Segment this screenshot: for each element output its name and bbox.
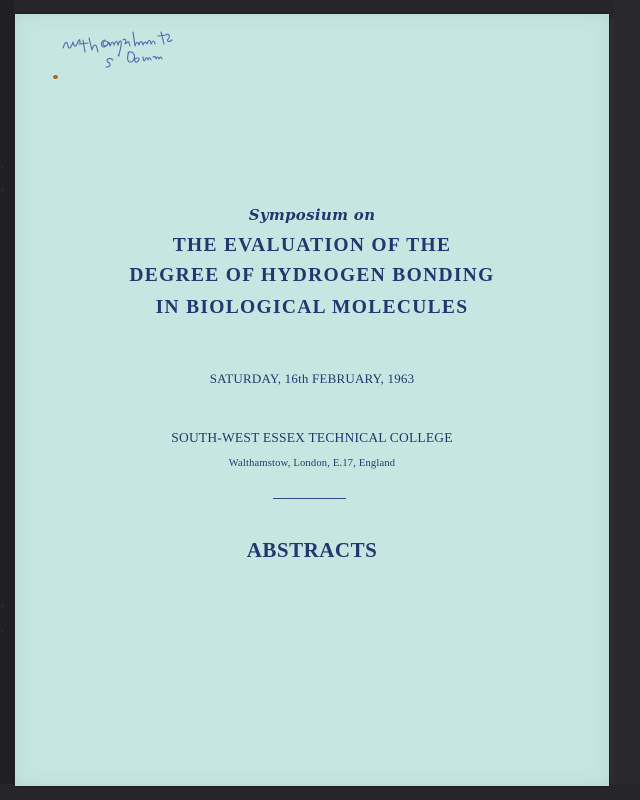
event-date: SATURDAY, 16th FEBRUARY, 1963 [209, 371, 415, 386]
college-name: SOUTH-WEST ESSEX TECHNICAL COLLEGE [171, 430, 453, 445]
handwritten-inscription [43, 18, 193, 68]
punch-hole [1, 188, 4, 191]
punch-hole [1, 604, 4, 607]
document-page [15, 14, 609, 786]
punch-hole [1, 630, 4, 633]
college-address: Walthamstow, London, E.17, England [228, 458, 396, 469]
title-line-1: THE EVALUATION OF THE [172, 235, 452, 256]
scan-background-left [0, 0, 14, 800]
divider-rule [273, 498, 346, 499]
scan-background-right [614, 0, 640, 800]
punch-hole [1, 166, 4, 169]
title-line-2: DEGREE OF HYDROGEN BONDING [129, 265, 495, 286]
title-line-3: IN BIOLOGICAL MOLECULES [155, 297, 469, 318]
abstracts-heading: ABSTRACTS [246, 538, 378, 562]
symposium-label: Symposium on [248, 206, 376, 224]
scan-background-bottom [0, 784, 640, 800]
stain-spot [53, 75, 58, 79]
